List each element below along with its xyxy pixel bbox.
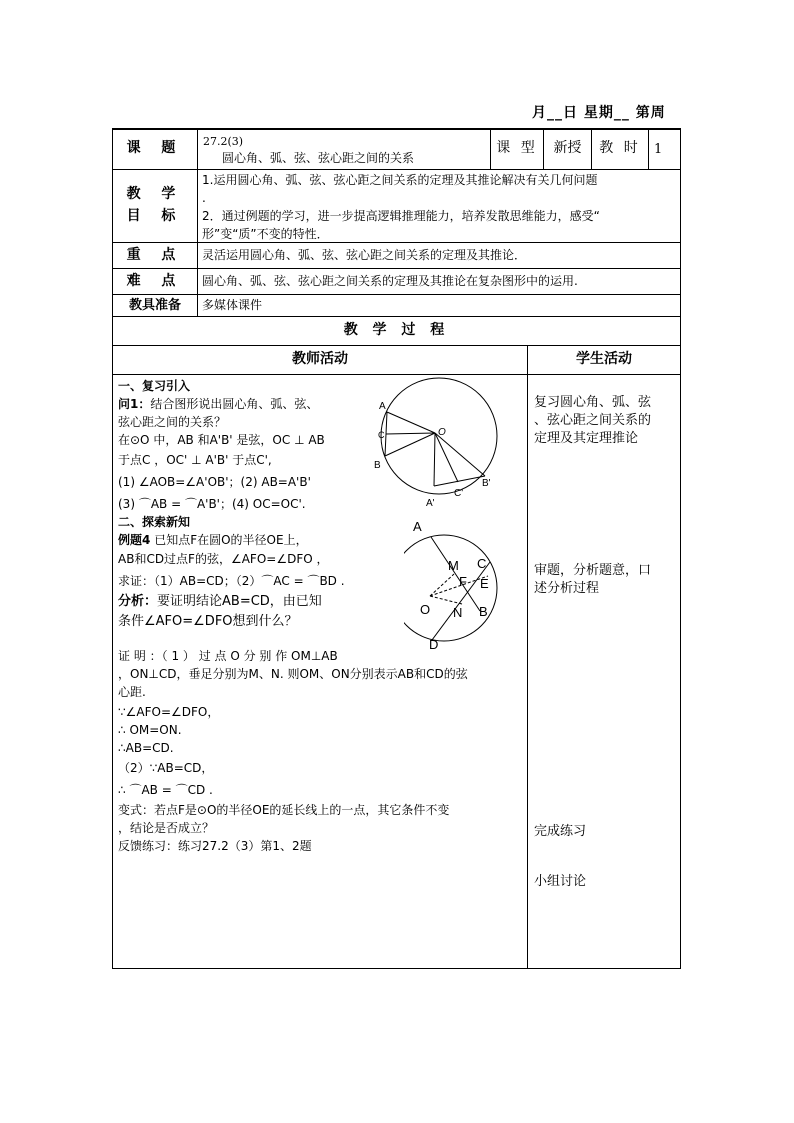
hours-value: 1 — [654, 142, 663, 157]
fig1-label-ap: A' — [426, 498, 435, 509]
topic-number: 27.2(3) — [203, 135, 244, 148]
q1-line-2: 弦心距之间的关系？ — [118, 415, 227, 429]
variant-line-1: 变式：若点F是⊙O的半径OE的延长线上的一点，其它条件不变 — [118, 803, 450, 817]
analysis-label: 分析： — [118, 594, 158, 609]
goal-label-2: 目 标 — [126, 208, 184, 224]
example-line-1 — [118, 531, 308, 550]
fig2-label-c: C — [477, 556, 487, 571]
proof-line-1: 证 明 ：（ 1 ） 过 点 O 分 别 作 OM⊥AB — [118, 649, 338, 663]
student-analyze-2: 述分析过程 — [534, 581, 600, 596]
fig1-label-bp: B' — [482, 478, 491, 489]
section-2-title: 二、探索新知 — [118, 515, 191, 529]
fig1-label-b: B — [374, 460, 381, 471]
goal-1b: . — [202, 191, 206, 205]
q1-line-3: 在⊙O 中，AB 和A'B' 是弦，OC ⊥ AB — [118, 433, 325, 447]
goal-1a: 1.运用圆心角、弧、弦、弦心距之间关系的定理及其推论解决有关几何问题 — [202, 173, 598, 187]
example-line-3: 求证：（1）AB=CD；（2）⌒AC = ⌒BD . — [118, 574, 345, 588]
hours-label: 教 时 — [599, 140, 641, 156]
variant-line-2: ，结论是否成立？ — [118, 821, 215, 835]
date-header: 月__日 星期__ 第周 — [532, 105, 666, 121]
fig2-label-m: M — [448, 558, 459, 573]
figure-circle-chords — [372, 376, 502, 514]
example-line-2: AB和CD过点F的弦，∠AFO=∠DFO ， — [118, 552, 329, 566]
fig2-label-e: E — [480, 576, 489, 591]
analysis-line-1 — [118, 592, 322, 611]
student-practice: 完成练习 — [534, 824, 587, 839]
tools-value: 多媒体课件 — [202, 298, 263, 312]
student-review-2: 、弦心距之间关系的 — [534, 413, 652, 428]
fig2-label-f: F — [459, 574, 467, 589]
proof-line-6: ∴AB=CD. — [118, 741, 174, 755]
type-label: 课 型 — [496, 140, 538, 156]
student-analyze-1: 审题，分析题意，口 — [534, 563, 652, 578]
proof-line-2: ，ON⊥CD，垂足分别为M、N. 则OM、ON分别表示AB和CD的弦 — [118, 667, 468, 681]
q1-label: 问1： — [118, 397, 151, 411]
hard-value: 圆心角、弧、弦、弦心距之间关系的定理及其推论在复杂图形中的运用. — [202, 274, 578, 288]
proof-line-8: ∴ ⌒AB = ⌒CD . — [118, 783, 213, 797]
process-title: 教 学 过 程 — [343, 322, 450, 338]
fig1-label-cp: C' — [454, 488, 464, 499]
topic-label: 课 题 — [126, 140, 184, 156]
topic-title: 圆心角、弧、弦、弦心距之间的关系 — [222, 151, 415, 165]
hard-label: 难 点 — [126, 273, 184, 289]
fig1-label-o: O — [438, 427, 446, 438]
student-discuss: 小组讨论 — [534, 874, 587, 889]
q1-line-1 — [118, 395, 318, 414]
goal-label-1: 教 学 — [126, 186, 184, 202]
feedback-line: 反馈练习：练习27.2（3）第1、2题 — [118, 839, 312, 853]
key-label: 重 点 — [126, 247, 184, 263]
q1-line-6: (3) ⌒AB = ⌒A'B'；(4) OC=OC'. — [118, 497, 306, 511]
proof-line-7: （2）∵AB=CD， — [118, 761, 214, 775]
figure-circle-radius — [404, 516, 508, 650]
fig2-label-a: A — [413, 519, 422, 534]
key-value: 灵活运用圆心角、弧、弦、弦心距之间关系的定理及其推论． — [202, 248, 527, 262]
goal-2b: 形”变“质”不变的特性． — [202, 227, 329, 241]
q1-line-5: (1) ∠AOB=∠A'OB'；(2) AB=A'B' — [118, 475, 311, 489]
fig2-label-n: N — [453, 605, 463, 620]
analysis-text-1: 要证明结论AB=CD，由已知 — [157, 594, 322, 609]
fig1-label-c: C — [378, 430, 385, 440]
fig2-label-o: O — [420, 602, 431, 617]
student-review-1: 复习圆心角、弧、弦 — [534, 395, 652, 410]
tools-label: 教具准备 — [128, 298, 181, 313]
fig1-label-a: A — [379, 401, 386, 412]
q1-line-4: 于点C ，OC' ⊥ A'B' 于点C', — [118, 453, 272, 467]
student-review-3: 定理及其定理推论 — [534, 431, 639, 446]
fig2-label-d: D — [429, 637, 439, 650]
proof-line-5: ∴ OM=ON. — [118, 723, 182, 737]
goal-2a: 2．通过例题的学习，进一步提高逻辑推理能力，培养发散思维能力，感受“ — [202, 209, 600, 223]
student-title: 学生活动 — [576, 351, 632, 367]
section-1-title: 一、复习引入 — [118, 379, 191, 393]
fig2-label-b: B — [479, 604, 488, 619]
teacher-title: 教师活动 — [292, 351, 348, 367]
example-label: 例题4 — [118, 533, 151, 547]
proof-line-4: ∵∠AFO=∠DFO， — [118, 705, 220, 719]
example-text-1: 已知点F在圆O的半径OE上， — [154, 533, 308, 547]
proof-line-3: 心距. — [118, 685, 146, 699]
type-value: 新授 — [553, 140, 582, 156]
analysis-line-2: 条件∠AFO=∠DFO想到什么？ — [118, 614, 298, 629]
q1-text-1: 结合图形说出圆心角、弧、弦、 — [150, 397, 319, 411]
